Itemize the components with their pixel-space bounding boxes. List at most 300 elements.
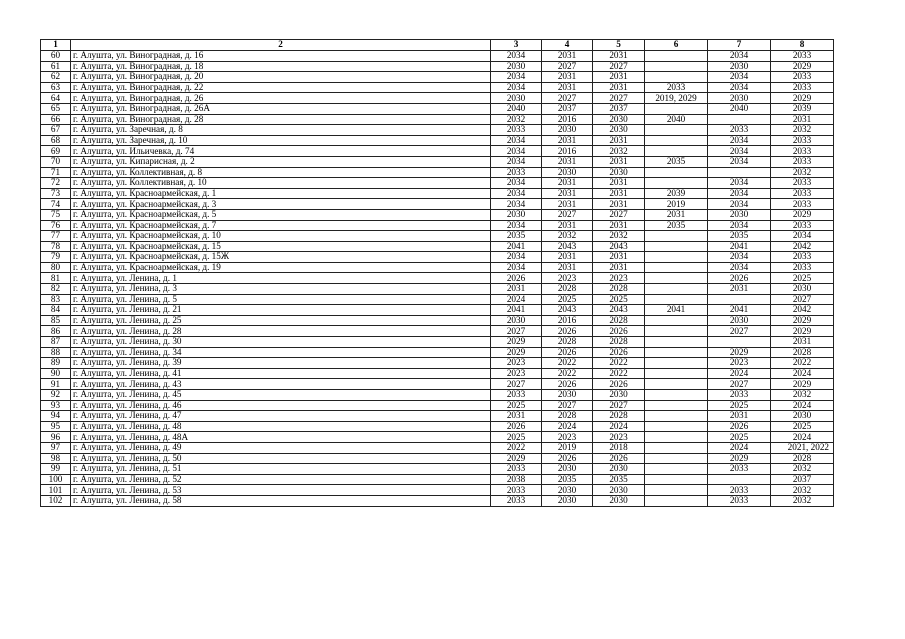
col7-cell: 2030 — [708, 315, 771, 326]
table-row — [41, 125, 834, 136]
col5-cell: 2026 — [593, 347, 645, 358]
col3-cell: 2034 — [491, 135, 542, 146]
col4-cell: 2027 — [542, 400, 593, 411]
table-row — [41, 146, 834, 157]
col5-cell: 2030 — [593, 125, 645, 136]
col7-cell: 2029 — [708, 453, 771, 464]
col6-cell: 2019, 2029 — [645, 93, 708, 104]
col8-cell: 2033 — [771, 135, 834, 146]
col7-cell: 2026 — [708, 273, 771, 284]
col8-cell: 2029 — [771, 379, 834, 390]
address-cell: г. Алушта, ул. Виноградная, д. 16 — [71, 51, 491, 62]
col6-cell — [645, 51, 708, 62]
col5-cell: 2031 — [593, 135, 645, 146]
row-number-cell: 70 — [41, 156, 71, 167]
col3-cell: 2035 — [491, 231, 542, 242]
col4-cell: 2024 — [542, 421, 593, 432]
row-number-cell: 98 — [41, 453, 71, 464]
table-row — [41, 442, 834, 453]
col7-cell — [708, 114, 771, 125]
col3-cell: 2032 — [491, 114, 542, 125]
col6-cell — [645, 61, 708, 72]
col8-cell: 2033 — [771, 178, 834, 189]
address-cell: г. Алушта, ул. Ленина, д. 45 — [71, 390, 491, 401]
row-number-cell: 81 — [41, 273, 71, 284]
col5-cell: 2023 — [593, 273, 645, 284]
col8-cell: 2021, 2022 — [771, 442, 834, 453]
col3-cell: 2030 — [491, 209, 542, 220]
row-number-cell: 64 — [41, 93, 71, 104]
col8-cell: 2033 — [771, 156, 834, 167]
header-cell-4: 4 — [542, 40, 593, 51]
header-cell-6: 6 — [645, 40, 708, 51]
col5-cell: 2030 — [593, 495, 645, 506]
col3-cell: 2033 — [491, 485, 542, 496]
table-row — [41, 474, 834, 485]
table-row — [41, 305, 834, 316]
col4-cell: 2043 — [542, 305, 593, 316]
col3-cell: 2034 — [491, 51, 542, 62]
row-number-cell: 94 — [41, 411, 71, 422]
col3-cell: 2029 — [491, 347, 542, 358]
col6-cell — [645, 464, 708, 475]
col6-cell — [645, 495, 708, 506]
address-cell: г. Алушта, ул. Ленина, д. 21 — [71, 305, 491, 316]
col3-cell: 2029 — [491, 337, 542, 348]
col7-cell: 2034 — [708, 146, 771, 157]
col3-cell: 2040 — [491, 103, 542, 114]
col3-cell: 2034 — [491, 178, 542, 189]
col5-cell: 2037 — [593, 103, 645, 114]
col8-cell: 2032 — [771, 495, 834, 506]
col7-cell: 2029 — [708, 347, 771, 358]
col7-cell: 2041 — [708, 305, 771, 316]
row-number-cell: 83 — [41, 294, 71, 305]
col6-cell — [645, 368, 708, 379]
col6-cell: 2040 — [645, 114, 708, 125]
col8-cell: 2042 — [771, 241, 834, 252]
row-number-cell: 74 — [41, 199, 71, 210]
address-cell: г. Алушта, ул. Ленина, д. 49 — [71, 442, 491, 453]
col6-cell — [645, 453, 708, 464]
table-row — [41, 103, 834, 114]
address-cell: г. Алушта, ул. Ленина, д. 48 — [71, 421, 491, 432]
table-row — [41, 337, 834, 348]
header-cell-8: 8 — [771, 40, 834, 51]
address-cell: г. Алушта, ул. Ленина, д. 30 — [71, 337, 491, 348]
col6-cell — [645, 241, 708, 252]
table-row — [41, 241, 834, 252]
col4-cell: 2031 — [542, 72, 593, 83]
col7-cell: 2034 — [708, 199, 771, 210]
col6-cell — [645, 72, 708, 83]
col4-cell: 2035 — [542, 474, 593, 485]
address-cell: г. Алушта, ул. Ильичевка, д. 74 — [71, 146, 491, 157]
table-row — [41, 135, 834, 146]
table-row — [41, 273, 834, 284]
col6-cell — [645, 103, 708, 114]
col3-cell: 2023 — [491, 358, 542, 369]
col3-cell: 2034 — [491, 220, 542, 231]
row-number-cell: 60 — [41, 51, 71, 62]
address-cell: г. Алушта, ул. Ленина, д. 53 — [71, 485, 491, 496]
col7-cell: 2024 — [708, 368, 771, 379]
table-row — [41, 453, 834, 464]
col5-cell: 2028 — [593, 337, 645, 348]
col5-cell: 2022 — [593, 368, 645, 379]
col3-cell: 2034 — [491, 156, 542, 167]
col5-cell: 2030 — [593, 114, 645, 125]
address-cell: г. Алушта, ул. Ленина, д. 28 — [71, 326, 491, 337]
col4-cell: 2031 — [542, 178, 593, 189]
col5-cell: 2031 — [593, 82, 645, 93]
table-row — [41, 156, 834, 167]
col6-cell — [645, 294, 708, 305]
col4-cell: 2028 — [542, 337, 593, 348]
col5-cell: 2026 — [593, 453, 645, 464]
col7-cell — [708, 167, 771, 178]
col3-cell: 2041 — [491, 305, 542, 316]
col8-cell: 2027 — [771, 294, 834, 305]
col5-cell: 2027 — [593, 209, 645, 220]
col4-cell: 2032 — [542, 231, 593, 242]
col6-cell: 2041 — [645, 305, 708, 316]
col4-cell: 2043 — [542, 241, 593, 252]
col4-cell: 2030 — [542, 390, 593, 401]
col8-cell: 2025 — [771, 273, 834, 284]
col8-cell: 2024 — [771, 400, 834, 411]
col4-cell: 2016 — [542, 315, 593, 326]
col3-cell: 2026 — [491, 421, 542, 432]
col5-cell: 2035 — [593, 474, 645, 485]
row-number-cell: 62 — [41, 72, 71, 83]
address-cell: г. Алушта, ул. Ленина, д. 41 — [71, 368, 491, 379]
col5-cell: 2031 — [593, 220, 645, 231]
col4-cell: 2031 — [542, 188, 593, 199]
row-number-cell: 69 — [41, 146, 71, 157]
col4-cell: 2016 — [542, 114, 593, 125]
table-row — [41, 294, 834, 305]
col8-cell: 2032 — [771, 464, 834, 475]
col6-cell — [645, 252, 708, 263]
col5-cell: 2032 — [593, 146, 645, 157]
col8-cell: 2042 — [771, 305, 834, 316]
row-number-cell: 65 — [41, 103, 71, 114]
row-number-cell: 101 — [41, 485, 71, 496]
col8-cell: 2029 — [771, 315, 834, 326]
col8-cell: 2032 — [771, 125, 834, 136]
col8-cell: 2033 — [771, 82, 834, 93]
col3-cell: 2038 — [491, 474, 542, 485]
col4-cell: 2027 — [542, 61, 593, 72]
table-row — [41, 231, 834, 242]
row-number-cell: 79 — [41, 252, 71, 263]
address-cell: г. Алушта, ул. Ленина, д. 51 — [71, 464, 491, 475]
col8-cell: 2025 — [771, 421, 834, 432]
col3-cell: 2034 — [491, 199, 542, 210]
header-cell-7: 7 — [708, 40, 771, 51]
col3-cell: 2030 — [491, 315, 542, 326]
col4-cell: 2027 — [542, 93, 593, 104]
col4-cell: 2031 — [542, 220, 593, 231]
col5-cell: 2030 — [593, 390, 645, 401]
col6-cell — [645, 347, 708, 358]
row-number-cell: 77 — [41, 231, 71, 242]
table-row — [41, 82, 834, 93]
col3-cell: 2034 — [491, 188, 542, 199]
address-cell: г. Алушта, ул. Красноармейская, д. 3 — [71, 199, 491, 210]
col4-cell: 2030 — [542, 464, 593, 475]
col3-cell: 2034 — [491, 146, 542, 157]
table-row — [41, 199, 834, 210]
col6-cell — [645, 442, 708, 453]
col4-cell: 2031 — [542, 51, 593, 62]
col7-cell — [708, 337, 771, 348]
col8-cell: 2029 — [771, 326, 834, 337]
col8-cell: 2033 — [771, 252, 834, 263]
col6-cell — [645, 167, 708, 178]
col8-cell: 2029 — [771, 209, 834, 220]
address-cell: г. Алушта, ул. Красноармейская, д. 5 — [71, 209, 491, 220]
table-row — [41, 432, 834, 443]
col6-cell — [645, 125, 708, 136]
address-cell: г. Алушта, ул. Виноградная, д. 22 — [71, 82, 491, 93]
col8-cell: 2033 — [771, 188, 834, 199]
col4-cell: 2022 — [542, 368, 593, 379]
col5-cell: 2043 — [593, 305, 645, 316]
row-number-cell: 67 — [41, 125, 71, 136]
col3-cell: 2026 — [491, 273, 542, 284]
row-number-cell: 100 — [41, 474, 71, 485]
col5-cell: 2031 — [593, 51, 645, 62]
col5-cell: 2030 — [593, 485, 645, 496]
table-row — [41, 61, 834, 72]
col6-cell: 2035 — [645, 156, 708, 167]
table-row — [41, 368, 834, 379]
col6-cell — [645, 262, 708, 273]
col7-cell: 2040 — [708, 103, 771, 114]
col4-cell: 2023 — [542, 273, 593, 284]
table-row — [41, 188, 834, 199]
col3-cell: 2030 — [491, 93, 542, 104]
col5-cell: 2031 — [593, 252, 645, 263]
col4-cell: 2026 — [542, 453, 593, 464]
table-row — [41, 347, 834, 358]
col8-cell: 2032 — [771, 485, 834, 496]
address-cell: г. Алушта, ул. Виноградная, д. 26А — [71, 103, 491, 114]
table-row — [41, 220, 834, 231]
col7-cell: 2034 — [708, 188, 771, 199]
address-cell: г. Алушта, ул. Ленина, д. 47 — [71, 411, 491, 422]
col7-cell: 2024 — [708, 442, 771, 453]
col7-cell: 2027 — [708, 379, 771, 390]
row-number-cell: 84 — [41, 305, 71, 316]
col6-cell: 2033 — [645, 82, 708, 93]
col7-cell: 2034 — [708, 220, 771, 231]
row-number-cell: 97 — [41, 442, 71, 453]
col4-cell: 2031 — [542, 199, 593, 210]
col7-cell: 2033 — [708, 495, 771, 506]
header-cell-1: 1 — [41, 40, 71, 51]
col5-cell: 2043 — [593, 241, 645, 252]
col3-cell: 2027 — [491, 326, 542, 337]
col5-cell: 2031 — [593, 199, 645, 210]
col7-cell — [708, 294, 771, 305]
row-number-cell: 93 — [41, 400, 71, 411]
address-cell: г. Алушта, ул. Красноармейская, д. 15Ж — [71, 252, 491, 263]
col8-cell: 2028 — [771, 453, 834, 464]
address-cell: г. Алушта, ул. Виноградная, д. 28 — [71, 114, 491, 125]
row-number-cell: 61 — [41, 61, 71, 72]
col5-cell: 2031 — [593, 188, 645, 199]
header-cell-3: 3 — [491, 40, 542, 51]
row-number-cell: 87 — [41, 337, 71, 348]
col8-cell: 2032 — [771, 390, 834, 401]
col8-cell: 2032 — [771, 167, 834, 178]
row-number-cell: 71 — [41, 167, 71, 178]
col7-cell: 2034 — [708, 51, 771, 62]
row-number-cell: 78 — [41, 241, 71, 252]
row-number-cell: 90 — [41, 368, 71, 379]
col6-cell — [645, 474, 708, 485]
col8-cell: 2031 — [771, 337, 834, 348]
header-cell-5: 5 — [593, 40, 645, 51]
row-number-cell: 96 — [41, 432, 71, 443]
table-row — [41, 167, 834, 178]
col5-cell: 2031 — [593, 178, 645, 189]
col6-cell: 2039 — [645, 188, 708, 199]
table-row — [41, 114, 834, 125]
col8-cell: 2028 — [771, 347, 834, 358]
col3-cell: 2023 — [491, 368, 542, 379]
col3-cell: 2034 — [491, 72, 542, 83]
col5-cell: 2026 — [593, 326, 645, 337]
col4-cell: 2030 — [542, 495, 593, 506]
col8-cell: 2030 — [771, 284, 834, 295]
col6-cell — [645, 337, 708, 348]
table-row — [41, 315, 834, 326]
col4-cell: 2027 — [542, 209, 593, 220]
col6-cell — [645, 421, 708, 432]
address-cell: г. Алушта, ул. Ленина, д. 25 — [71, 315, 491, 326]
col6-cell — [645, 146, 708, 157]
col7-cell — [708, 474, 771, 485]
col3-cell: 2027 — [491, 379, 542, 390]
col4-cell: 2026 — [542, 326, 593, 337]
row-number-cell: 86 — [41, 326, 71, 337]
table-row — [41, 51, 834, 62]
col8-cell: 2033 — [771, 199, 834, 210]
schedule-table — [40, 39, 834, 507]
table-row — [41, 262, 834, 273]
col8-cell: 2033 — [771, 262, 834, 273]
col5-cell: 2022 — [593, 358, 645, 369]
col8-cell: 2033 — [771, 51, 834, 62]
col8-cell: 2033 — [771, 220, 834, 231]
col4-cell: 2026 — [542, 379, 593, 390]
col6-cell: 2035 — [645, 220, 708, 231]
row-number-cell: 102 — [41, 495, 71, 506]
col8-cell: 2037 — [771, 474, 834, 485]
col6-cell — [645, 231, 708, 242]
address-cell: г. Алушта, ул. Красноармейская, д. 7 — [71, 220, 491, 231]
row-number-cell: 63 — [41, 82, 71, 93]
col5-cell: 2031 — [593, 262, 645, 273]
row-number-cell: 92 — [41, 390, 71, 401]
table-row — [41, 93, 834, 104]
table-row — [41, 252, 834, 263]
row-number-cell: 72 — [41, 178, 71, 189]
col3-cell: 2022 — [491, 442, 542, 453]
row-number-cell: 85 — [41, 315, 71, 326]
row-number-cell: 75 — [41, 209, 71, 220]
col7-cell: 2034 — [708, 262, 771, 273]
col5-cell: 2023 — [593, 432, 645, 443]
col8-cell: 2029 — [771, 61, 834, 72]
table-row — [41, 411, 834, 422]
col6-cell — [645, 178, 708, 189]
row-number-cell: 89 — [41, 358, 71, 369]
table-row — [41, 421, 834, 432]
col6-cell — [645, 284, 708, 295]
address-cell: г. Алушта, ул. Ленина, д. 39 — [71, 358, 491, 369]
address-cell: г. Алушта, ул. Красноармейская, д. 15 — [71, 241, 491, 252]
col7-cell: 2025 — [708, 432, 771, 443]
col3-cell: 2033 — [491, 390, 542, 401]
col5-cell: 2032 — [593, 231, 645, 242]
col7-cell: 2023 — [708, 358, 771, 369]
col4-cell: 2031 — [542, 262, 593, 273]
col7-cell: 2033 — [708, 485, 771, 496]
col7-cell: 2025 — [708, 400, 771, 411]
col3-cell: 2033 — [491, 125, 542, 136]
col5-cell: 2024 — [593, 421, 645, 432]
table-row — [41, 209, 834, 220]
col3-cell: 2030 — [491, 61, 542, 72]
address-cell: г. Алушта, ул. Красноармейская, д. 19 — [71, 262, 491, 273]
col6-cell — [645, 400, 708, 411]
table-row — [41, 72, 834, 83]
col4-cell: 2030 — [542, 125, 593, 136]
address-cell: г. Алушта, ул. Ленина, д. 50 — [71, 453, 491, 464]
col6-cell — [645, 273, 708, 284]
col6-cell — [645, 390, 708, 401]
col7-cell: 2041 — [708, 241, 771, 252]
table-row — [41, 326, 834, 337]
address-cell: г. Алушта, ул. Ленина, д. 34 — [71, 347, 491, 358]
col7-cell: 2034 — [708, 178, 771, 189]
col8-cell: 2030 — [771, 411, 834, 422]
address-cell: г. Алушта, ул. Ленина, д. 3 — [71, 284, 491, 295]
col6-cell — [645, 358, 708, 369]
col3-cell: 2034 — [491, 252, 542, 263]
col4-cell: 2026 — [542, 347, 593, 358]
col5-cell: 2028 — [593, 411, 645, 422]
table-row — [41, 178, 834, 189]
col7-cell: 2034 — [708, 72, 771, 83]
col7-cell: 2033 — [708, 464, 771, 475]
col8-cell: 2029 — [771, 93, 834, 104]
col7-cell: 2034 — [708, 82, 771, 93]
address-cell: г. Алушта, ул. Ленина, д. 43 — [71, 379, 491, 390]
row-number-cell: 88 — [41, 347, 71, 358]
address-cell: г. Алушта, ул. Заречная, д. 8 — [71, 125, 491, 136]
col7-cell: 2034 — [708, 135, 771, 146]
col8-cell: 2022 — [771, 358, 834, 369]
col7-cell: 2033 — [708, 390, 771, 401]
col7-cell: 2031 — [708, 284, 771, 295]
col6-cell — [645, 411, 708, 422]
